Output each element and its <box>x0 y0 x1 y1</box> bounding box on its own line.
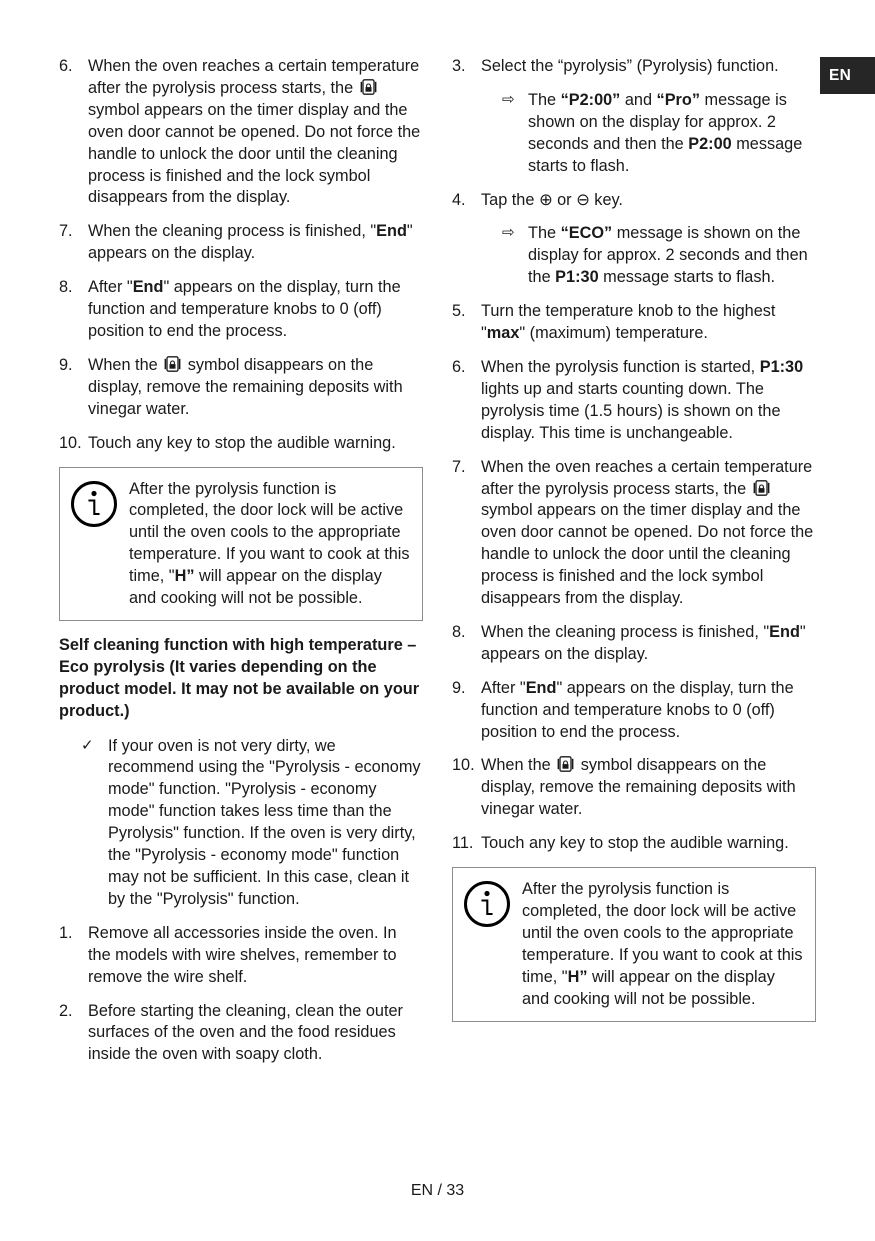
text-run: " (maximum) temperature. <box>519 324 708 343</box>
text-run: When the cleaning process is finished, " <box>481 622 770 641</box>
emphasis-run: “P2:00” <box>560 90 621 109</box>
sub-list-item-text <box>528 223 816 289</box>
text-run: After " <box>88 278 133 297</box>
list-marker: 8. <box>452 622 466 641</box>
list-item <box>59 433 423 455</box>
check-icon: ✓ <box>81 736 94 754</box>
text-run: message starts to flash. <box>528 134 803 175</box>
list-marker: 3. <box>452 57 466 75</box>
info-circle-icon <box>70 480 118 528</box>
emphasis-run: End <box>769 622 800 641</box>
text-run: or <box>552 190 577 209</box>
list-item <box>452 622 816 666</box>
list-item <box>59 355 423 421</box>
page-number: EN / 33 <box>410 1182 465 1199</box>
text-run: message is shown on the display for approx. 2 seconds and then the <box>528 90 787 153</box>
list-item <box>59 1001 423 1067</box>
door-lock-icon <box>557 756 574 772</box>
list-marker: 4. <box>452 190 466 209</box>
text-run: When the cleaning process is finished, " <box>88 222 377 241</box>
emphasis-run: End <box>525 678 557 697</box>
emphasis-run: End <box>376 222 407 241</box>
minus-key-icon: ⊖ <box>576 190 590 209</box>
door-lock-icon <box>164 356 181 372</box>
text-run: will appear on the display and cooking will not be possible. <box>129 567 382 608</box>
list-item-text <box>481 622 816 666</box>
list-marker: 7. <box>59 222 73 241</box>
text-run: When the <box>481 756 556 775</box>
page-footer <box>0 1182 875 1200</box>
text-run: lights up and starts counting down. The pyrolysis time (1.5 hours) is shown on the display. This time is unchangeable. <box>481 379 781 442</box>
list-item-text <box>481 301 816 345</box>
list-item-text <box>88 277 423 343</box>
list-marker: 2. <box>59 1001 73 1020</box>
emphasis-run: End <box>132 278 164 297</box>
door-lock-icon <box>360 79 377 95</box>
list-marker: 6. <box>452 357 466 376</box>
list-item <box>59 277 423 343</box>
emphasis-run: P1:30 <box>555 268 599 287</box>
text-run: and <box>620 90 657 109</box>
emphasis-run: P1:30 <box>759 357 804 376</box>
text-run: will appear on the display and cooking will not be possible. <box>522 967 775 1008</box>
sub-list-item-text <box>528 90 816 178</box>
right-column <box>452 56 816 1146</box>
text-run: Turn the temperature knob to the highest " <box>481 302 776 343</box>
list-item-text <box>481 357 816 445</box>
list-item-text <box>481 755 816 821</box>
list-item-text: Touch any key to stop the audible warning. <box>88 433 396 452</box>
list-item-text <box>481 678 816 744</box>
arrow-bullet-icon: ⇨ <box>502 224 515 242</box>
language-tab-en <box>820 57 875 94</box>
list-marker: 9. <box>452 678 466 697</box>
list-item <box>452 357 816 445</box>
list-marker: 9. <box>59 355 73 374</box>
text-run: The <box>528 90 561 109</box>
text-run: " appears on the display, turn the function and temperature knobs to 0 (off) position to end the process. <box>88 278 401 340</box>
list-item <box>452 190 816 212</box>
page-section-heading: Self cleaning function with high temperature – Eco pyrolysis (It varies depending on the product model. It may not be available on your product.) <box>59 635 420 720</box>
list-item-text: Select the “pyrolysis” (Pyrolysis) function. <box>481 57 779 75</box>
list-item <box>452 457 816 610</box>
emphasis-run: P2:00 <box>688 134 732 153</box>
list-item <box>59 923 423 989</box>
text-run: symbol disappears on the display, remove the remaining deposits with vinegar water. <box>481 756 796 819</box>
text-run: key. <box>589 190 623 209</box>
text-run: " appears on the display. <box>481 622 806 663</box>
text-run: message starts to flash. <box>598 268 776 287</box>
list-item-text: Before starting the cleaning, clean the outer surfaces of the oven and the food residues inside the oven with soapy cloth. <box>88 1001 403 1064</box>
text-run: After " <box>481 678 526 697</box>
list-item <box>452 833 816 855</box>
text-run: When the oven reaches a certain temperature after the pyrolysis process starts, the <box>88 57 420 97</box>
list-marker: 10. <box>59 433 82 452</box>
check-list-item <box>81 736 423 911</box>
text-run: After the pyrolysis function is completed, the door lock will be active until the oven cools to the appropriate temperature. If you want to cook at this time, " <box>522 880 803 986</box>
text-run: When the oven reaches a certain temperature after the pyrolysis process starts, the <box>481 457 813 498</box>
info-note-box <box>452 867 816 1021</box>
emphasis-run: H” <box>174 567 195 586</box>
text-run: When the pyrolysis function is started, <box>481 357 760 376</box>
emphasis-run: “Pro” <box>656 90 700 109</box>
list-item <box>452 301 816 345</box>
list-item-text: Remove all accessories inside the oven. In the models with wire shelves, remember to remove the wire shelf. <box>88 923 397 986</box>
text-run: symbol appears on the timer display and the oven door cannot be opened. Do not force the handle to unlock the door until the cleaning process is finished and the lock symbol disappears from the display. <box>481 501 814 608</box>
info-circle-icon <box>463 880 511 928</box>
list-item-text <box>481 457 816 610</box>
emphasis-run: “ECO” <box>560 224 613 243</box>
list-marker: 5. <box>452 302 466 321</box>
list-item <box>59 221 423 265</box>
text-run: When the <box>88 355 163 374</box>
sub-list-item <box>502 223 816 289</box>
arrow-bullet-icon: ⇨ <box>502 90 515 108</box>
door-lock-icon <box>753 480 770 496</box>
list-item-text: Touch any key to stop the audible warning. <box>481 834 789 853</box>
check-list-item-text: If your oven is not very dirty, we recommend using the "Pyrolysis - economy mode" function. "Pyrolysis - economy mode" function takes less time than the Pyrolysis" function. If the oven is very dirty, the "Pyrolysis - economy mode" function may not be sufficient. In this case, clean it by the "Pyrolysis" function. <box>108 736 421 908</box>
left-column <box>59 56 423 1146</box>
list-item-text <box>481 190 816 212</box>
info-note-box <box>59 467 423 621</box>
text-run: message is shown on the display for approx. 2 seconds and then the <box>528 224 808 287</box>
list-marker: 11. <box>452 834 474 853</box>
plus-key-icon: ⊕ <box>538 190 553 209</box>
list-marker: 10. <box>452 756 475 775</box>
text-run: The <box>528 224 561 243</box>
sub-list-item <box>502 90 816 178</box>
text-run: Tap the <box>481 190 539 209</box>
list-item <box>452 678 816 744</box>
list-item <box>452 56 816 78</box>
list-item <box>452 755 816 821</box>
emphasis-run: H” <box>567 967 588 986</box>
text-run: " appears on the display, turn the function and temperature knobs to 0 (off) position to end the process. <box>481 678 794 741</box>
info-note-text <box>522 878 804 1010</box>
emphasis-run: max <box>486 324 520 343</box>
content-columns <box>59 56 816 1146</box>
list-item <box>59 56 423 209</box>
info-note-text <box>129 478 411 610</box>
text-run: symbol disappears on the display, remove the remaining deposits with vinegar water. <box>88 355 403 418</box>
list-marker: 6. <box>59 57 73 75</box>
list-item-text <box>88 355 423 421</box>
text-run: " appears on the display. <box>88 222 413 263</box>
list-item-text <box>88 221 423 265</box>
text-run: symbol appears on the timer display and the oven door cannot be opened. Do not force the handle to unlock the door until the cleaning process is finished and the lock symbol disappears from the display. <box>88 100 421 207</box>
list-marker: 1. <box>59 923 73 942</box>
language-tab-label: EN <box>829 66 852 84</box>
list-marker: 7. <box>452 457 466 476</box>
text-run: After the pyrolysis function is completed, the door lock will be active until the oven cools to the appropriate temperature. If you want to cook at this time, " <box>129 479 410 586</box>
list-marker: 8. <box>59 278 73 297</box>
list-item-text <box>88 56 423 209</box>
